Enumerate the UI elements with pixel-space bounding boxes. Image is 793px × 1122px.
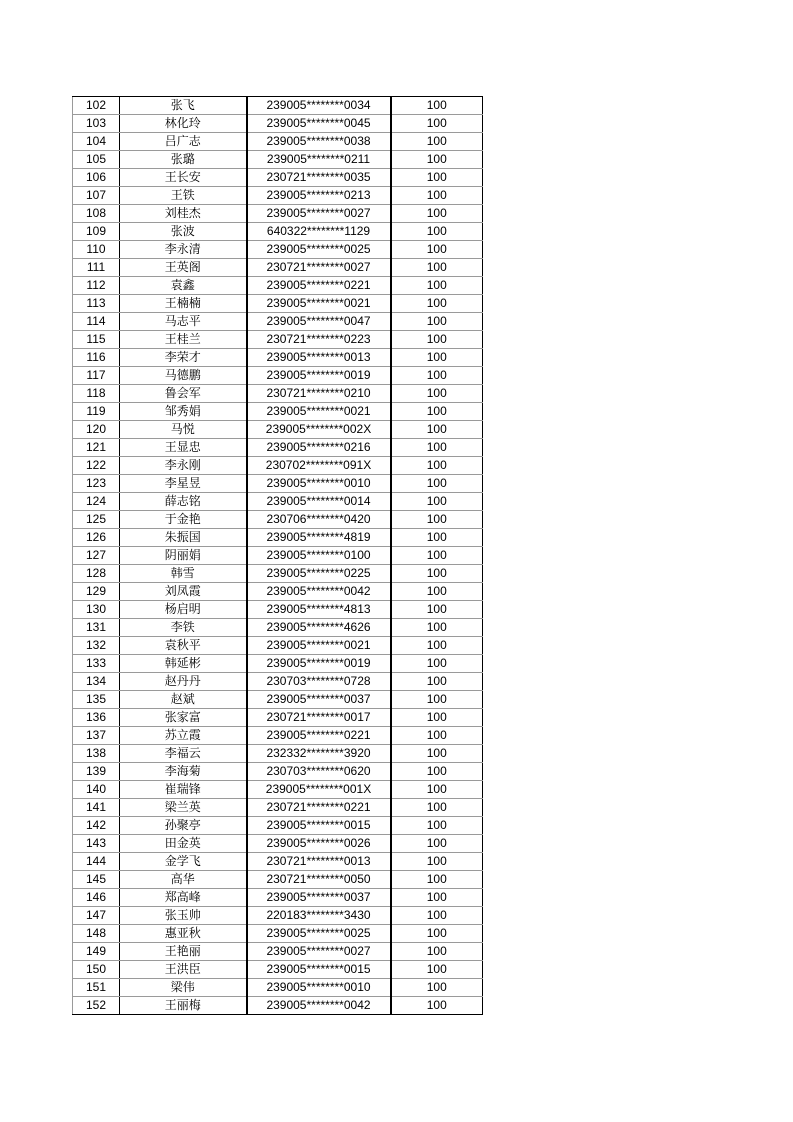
row-number-cell: 105 bbox=[73, 151, 120, 169]
id-number-cell: 239005********4626 bbox=[247, 619, 391, 637]
name-cell: 林化玲 bbox=[120, 115, 247, 133]
name-cell: 李海菊 bbox=[120, 763, 247, 781]
score-cell: 100 bbox=[391, 115, 483, 133]
id-number-cell: 239005********0027 bbox=[247, 205, 391, 223]
table-row bbox=[73, 691, 483, 709]
id-number-cell: 239005********0100 bbox=[247, 547, 391, 565]
row-number-cell: 114 bbox=[73, 313, 120, 331]
table-row bbox=[73, 529, 483, 547]
table-row bbox=[73, 583, 483, 601]
row-number-cell: 103 bbox=[73, 115, 120, 133]
row-number-cell: 124 bbox=[73, 493, 120, 511]
score-cell: 100 bbox=[391, 133, 483, 151]
name-cell: 赵丹丹 bbox=[120, 673, 247, 691]
id-number-cell: 230721********0035 bbox=[247, 169, 391, 187]
table-row bbox=[73, 223, 483, 241]
table-row bbox=[73, 979, 483, 997]
score-cell: 100 bbox=[391, 997, 483, 1015]
id-number-cell: 239005********0025 bbox=[247, 241, 391, 259]
row-number-cell: 132 bbox=[73, 637, 120, 655]
table-row bbox=[73, 205, 483, 223]
score-cell: 100 bbox=[391, 367, 483, 385]
name-cell: 李永清 bbox=[120, 241, 247, 259]
table-row bbox=[73, 367, 483, 385]
id-number-cell: 239005********0015 bbox=[247, 961, 391, 979]
table-row bbox=[73, 889, 483, 907]
name-cell: 鲁会军 bbox=[120, 385, 247, 403]
row-number-cell: 115 bbox=[73, 331, 120, 349]
id-number-cell: 230721********0027 bbox=[247, 259, 391, 277]
name-cell: 薛志铭 bbox=[120, 493, 247, 511]
score-cell: 100 bbox=[391, 961, 483, 979]
name-cell: 郑高峰 bbox=[120, 889, 247, 907]
name-cell: 马悦 bbox=[120, 421, 247, 439]
id-number-cell: 239005********0213 bbox=[247, 187, 391, 205]
id-number-cell: 230703********0728 bbox=[247, 673, 391, 691]
table-row bbox=[73, 781, 483, 799]
row-number-cell: 143 bbox=[73, 835, 120, 853]
id-number-cell: 640322********1129 bbox=[247, 223, 391, 241]
table-row bbox=[73, 745, 483, 763]
row-number-cell: 135 bbox=[73, 691, 120, 709]
score-cell: 100 bbox=[391, 871, 483, 889]
name-cell: 崔瑞锋 bbox=[120, 781, 247, 799]
table-row bbox=[73, 331, 483, 349]
id-number-cell: 239005********4813 bbox=[247, 601, 391, 619]
name-cell: 梁兰英 bbox=[120, 799, 247, 817]
row-number-cell: 140 bbox=[73, 781, 120, 799]
score-cell: 100 bbox=[391, 349, 483, 367]
row-number-cell: 148 bbox=[73, 925, 120, 943]
name-cell: 李铁 bbox=[120, 619, 247, 637]
score-cell: 100 bbox=[391, 403, 483, 421]
id-number-cell: 239005********0045 bbox=[247, 115, 391, 133]
table-row bbox=[73, 277, 483, 295]
id-number-cell: 239005********0015 bbox=[247, 817, 391, 835]
score-cell: 100 bbox=[391, 673, 483, 691]
name-cell: 阴丽娟 bbox=[120, 547, 247, 565]
table-row bbox=[73, 943, 483, 961]
table-row bbox=[73, 403, 483, 421]
id-number-cell: 232332********3920 bbox=[247, 745, 391, 763]
name-cell: 马德鹏 bbox=[120, 367, 247, 385]
table-row bbox=[73, 169, 483, 187]
score-cell: 100 bbox=[391, 331, 483, 349]
score-cell: 100 bbox=[391, 385, 483, 403]
row-number-cell: 133 bbox=[73, 655, 120, 673]
table-body bbox=[73, 97, 483, 1015]
name-cell: 马志平 bbox=[120, 313, 247, 331]
table-row bbox=[73, 457, 483, 475]
id-number-cell: 239005********0042 bbox=[247, 997, 391, 1015]
table-row bbox=[73, 385, 483, 403]
row-number-cell: 123 bbox=[73, 475, 120, 493]
name-cell: 李福云 bbox=[120, 745, 247, 763]
table-row bbox=[73, 241, 483, 259]
name-cell: 孙聚亭 bbox=[120, 817, 247, 835]
name-cell: 袁秋平 bbox=[120, 637, 247, 655]
row-number-cell: 117 bbox=[73, 367, 120, 385]
name-cell: 赵斌 bbox=[120, 691, 247, 709]
table-row bbox=[73, 673, 483, 691]
row-number-cell: 134 bbox=[73, 673, 120, 691]
score-cell: 100 bbox=[391, 835, 483, 853]
score-cell: 100 bbox=[391, 205, 483, 223]
row-number-cell: 122 bbox=[73, 457, 120, 475]
name-cell: 王洪臣 bbox=[120, 961, 247, 979]
row-number-cell: 118 bbox=[73, 385, 120, 403]
score-cell: 100 bbox=[391, 493, 483, 511]
score-cell: 100 bbox=[391, 637, 483, 655]
row-number-cell: 106 bbox=[73, 169, 120, 187]
name-cell: 李星昱 bbox=[120, 475, 247, 493]
row-number-cell: 144 bbox=[73, 853, 120, 871]
score-cell: 100 bbox=[391, 601, 483, 619]
id-number-cell: 239005********4819 bbox=[247, 529, 391, 547]
table-row bbox=[73, 295, 483, 313]
score-cell: 100 bbox=[391, 889, 483, 907]
score-cell: 100 bbox=[391, 565, 483, 583]
table-row bbox=[73, 601, 483, 619]
id-number-cell: 239005********0013 bbox=[247, 349, 391, 367]
id-number-cell: 239005********0025 bbox=[247, 925, 391, 943]
score-cell: 100 bbox=[391, 439, 483, 457]
table-row bbox=[73, 709, 483, 727]
data-table bbox=[72, 96, 483, 1015]
name-cell: 袁鑫 bbox=[120, 277, 247, 295]
id-number-cell: 239005********0221 bbox=[247, 277, 391, 295]
score-cell: 100 bbox=[391, 727, 483, 745]
table-row bbox=[73, 439, 483, 457]
table-row bbox=[73, 313, 483, 331]
name-cell: 刘桂杰 bbox=[120, 205, 247, 223]
name-cell: 王桂兰 bbox=[120, 331, 247, 349]
score-cell: 100 bbox=[391, 277, 483, 295]
row-number-cell: 138 bbox=[73, 745, 120, 763]
id-number-cell: 239005********0021 bbox=[247, 637, 391, 655]
table-row bbox=[73, 511, 483, 529]
row-number-cell: 107 bbox=[73, 187, 120, 205]
row-number-cell: 136 bbox=[73, 709, 120, 727]
id-number-cell: 239005********0019 bbox=[247, 367, 391, 385]
score-cell: 100 bbox=[391, 799, 483, 817]
name-cell: 张璐 bbox=[120, 151, 247, 169]
row-number-cell: 120 bbox=[73, 421, 120, 439]
score-cell: 100 bbox=[391, 511, 483, 529]
table-row bbox=[73, 493, 483, 511]
score-cell: 100 bbox=[391, 97, 483, 115]
id-number-cell: 230721********0050 bbox=[247, 871, 391, 889]
id-number-cell: 239005********0038 bbox=[247, 133, 391, 151]
table-row bbox=[73, 187, 483, 205]
id-number-cell: 230706********0420 bbox=[247, 511, 391, 529]
name-cell: 吕广志 bbox=[120, 133, 247, 151]
name-cell: 韩雪 bbox=[120, 565, 247, 583]
score-cell: 100 bbox=[391, 223, 483, 241]
row-number-cell: 130 bbox=[73, 601, 120, 619]
name-cell: 邹秀娟 bbox=[120, 403, 247, 421]
name-cell: 田金英 bbox=[120, 835, 247, 853]
score-cell: 100 bbox=[391, 619, 483, 637]
id-number-cell: 239005********002X bbox=[247, 421, 391, 439]
row-number-cell: 121 bbox=[73, 439, 120, 457]
score-cell: 100 bbox=[391, 655, 483, 673]
score-cell: 100 bbox=[391, 295, 483, 313]
row-number-cell: 110 bbox=[73, 241, 120, 259]
name-cell: 金学飞 bbox=[120, 853, 247, 871]
table-row bbox=[73, 259, 483, 277]
table-row bbox=[73, 133, 483, 151]
score-cell: 100 bbox=[391, 241, 483, 259]
score-cell: 100 bbox=[391, 691, 483, 709]
name-cell: 韩延彬 bbox=[120, 655, 247, 673]
score-cell: 100 bbox=[391, 547, 483, 565]
id-number-cell: 239005********0037 bbox=[247, 691, 391, 709]
id-number-cell: 239005********0047 bbox=[247, 313, 391, 331]
score-cell: 100 bbox=[391, 169, 483, 187]
name-cell: 梁伟 bbox=[120, 979, 247, 997]
name-cell: 张家富 bbox=[120, 709, 247, 727]
row-number-cell: 129 bbox=[73, 583, 120, 601]
id-number-cell: 230703********0620 bbox=[247, 763, 391, 781]
row-number-cell: 113 bbox=[73, 295, 120, 313]
table-row bbox=[73, 871, 483, 889]
row-number-cell: 145 bbox=[73, 871, 120, 889]
table-row bbox=[73, 907, 483, 925]
row-number-cell: 116 bbox=[73, 349, 120, 367]
score-cell: 100 bbox=[391, 853, 483, 871]
id-number-cell: 230721********0017 bbox=[247, 709, 391, 727]
table-row bbox=[73, 619, 483, 637]
name-cell: 朱振国 bbox=[120, 529, 247, 547]
name-cell: 于金艳 bbox=[120, 511, 247, 529]
row-number-cell: 142 bbox=[73, 817, 120, 835]
score-cell: 100 bbox=[391, 763, 483, 781]
row-number-cell: 119 bbox=[73, 403, 120, 421]
row-number-cell: 104 bbox=[73, 133, 120, 151]
score-cell: 100 bbox=[391, 421, 483, 439]
id-number-cell: 239005********0211 bbox=[247, 151, 391, 169]
id-number-cell: 239005********0225 bbox=[247, 565, 391, 583]
id-number-cell: 239005********0021 bbox=[247, 295, 391, 313]
table-row bbox=[73, 565, 483, 583]
name-cell: 王艳丽 bbox=[120, 943, 247, 961]
id-number-cell: 230721********0223 bbox=[247, 331, 391, 349]
row-number-cell: 149 bbox=[73, 943, 120, 961]
table-row bbox=[73, 97, 483, 115]
table-row bbox=[73, 925, 483, 943]
table-row bbox=[73, 349, 483, 367]
row-number-cell: 125 bbox=[73, 511, 120, 529]
table-row bbox=[73, 547, 483, 565]
score-cell: 100 bbox=[391, 817, 483, 835]
id-number-cell: 239005********0037 bbox=[247, 889, 391, 907]
name-cell: 张波 bbox=[120, 223, 247, 241]
row-number-cell: 126 bbox=[73, 529, 120, 547]
table-row bbox=[73, 835, 483, 853]
table-row bbox=[73, 115, 483, 133]
score-cell: 100 bbox=[391, 781, 483, 799]
id-number-cell: 230721********0210 bbox=[247, 385, 391, 403]
score-cell: 100 bbox=[391, 259, 483, 277]
score-cell: 100 bbox=[391, 475, 483, 493]
id-number-cell: 220183********3430 bbox=[247, 907, 391, 925]
table-row bbox=[73, 997, 483, 1015]
table-row bbox=[73, 817, 483, 835]
name-cell: 张玉帅 bbox=[120, 907, 247, 925]
id-number-cell: 239005********0027 bbox=[247, 943, 391, 961]
table-row bbox=[73, 475, 483, 493]
id-number-cell: 239005********0216 bbox=[247, 439, 391, 457]
name-cell: 王长安 bbox=[120, 169, 247, 187]
score-cell: 100 bbox=[391, 709, 483, 727]
row-number-cell: 146 bbox=[73, 889, 120, 907]
table-row bbox=[73, 637, 483, 655]
score-cell: 100 bbox=[391, 943, 483, 961]
name-cell: 王楠楠 bbox=[120, 295, 247, 313]
row-number-cell: 108 bbox=[73, 205, 120, 223]
score-cell: 100 bbox=[391, 745, 483, 763]
id-number-cell: 239005********0014 bbox=[247, 493, 391, 511]
table-row bbox=[73, 655, 483, 673]
row-number-cell: 128 bbox=[73, 565, 120, 583]
name-cell: 王丽梅 bbox=[120, 997, 247, 1015]
id-number-cell: 239005********0021 bbox=[247, 403, 391, 421]
name-cell: 苏立霞 bbox=[120, 727, 247, 745]
name-cell: 杨启明 bbox=[120, 601, 247, 619]
name-cell: 王铁 bbox=[120, 187, 247, 205]
row-number-cell: 141 bbox=[73, 799, 120, 817]
score-cell: 100 bbox=[391, 529, 483, 547]
row-number-cell: 152 bbox=[73, 997, 120, 1015]
row-number-cell: 109 bbox=[73, 223, 120, 241]
score-cell: 100 bbox=[391, 583, 483, 601]
id-number-cell: 239005********0010 bbox=[247, 475, 391, 493]
score-cell: 100 bbox=[391, 979, 483, 997]
row-number-cell: 139 bbox=[73, 763, 120, 781]
id-number-cell: 239005********0221 bbox=[247, 727, 391, 745]
table-row bbox=[73, 727, 483, 745]
score-cell: 100 bbox=[391, 907, 483, 925]
id-number-cell: 239005********001X bbox=[247, 781, 391, 799]
name-cell: 高华 bbox=[120, 871, 247, 889]
id-number-cell: 239005********0019 bbox=[247, 655, 391, 673]
row-number-cell: 137 bbox=[73, 727, 120, 745]
name-cell: 惠亚秋 bbox=[120, 925, 247, 943]
row-number-cell: 127 bbox=[73, 547, 120, 565]
id-number-cell: 230721********0013 bbox=[247, 853, 391, 871]
table-row bbox=[73, 799, 483, 817]
id-number-cell: 239005********0010 bbox=[247, 979, 391, 997]
row-number-cell: 131 bbox=[73, 619, 120, 637]
table-row bbox=[73, 421, 483, 439]
row-number-cell: 112 bbox=[73, 277, 120, 295]
score-cell: 100 bbox=[391, 151, 483, 169]
name-cell: 李永刚 bbox=[120, 457, 247, 475]
name-cell: 王英阁 bbox=[120, 259, 247, 277]
score-cell: 100 bbox=[391, 187, 483, 205]
name-cell: 刘凤霞 bbox=[120, 583, 247, 601]
row-number-cell: 111 bbox=[73, 259, 120, 277]
id-number-cell: 239005********0042 bbox=[247, 583, 391, 601]
id-number-cell: 239005********0034 bbox=[247, 97, 391, 115]
row-number-cell: 147 bbox=[73, 907, 120, 925]
name-cell: 李荣才 bbox=[120, 349, 247, 367]
name-cell: 王显忠 bbox=[120, 439, 247, 457]
id-number-cell: 239005********0026 bbox=[247, 835, 391, 853]
table-row bbox=[73, 853, 483, 871]
score-cell: 100 bbox=[391, 925, 483, 943]
row-number-cell: 151 bbox=[73, 979, 120, 997]
score-cell: 100 bbox=[391, 457, 483, 475]
table-row bbox=[73, 151, 483, 169]
id-number-cell: 230702********091X bbox=[247, 457, 391, 475]
score-cell: 100 bbox=[391, 313, 483, 331]
name-cell: 张飞 bbox=[120, 97, 247, 115]
table-row bbox=[73, 763, 483, 781]
row-number-cell: 150 bbox=[73, 961, 120, 979]
id-number-cell: 230721********0221 bbox=[247, 799, 391, 817]
table-row bbox=[73, 961, 483, 979]
row-number-cell: 102 bbox=[73, 97, 120, 115]
